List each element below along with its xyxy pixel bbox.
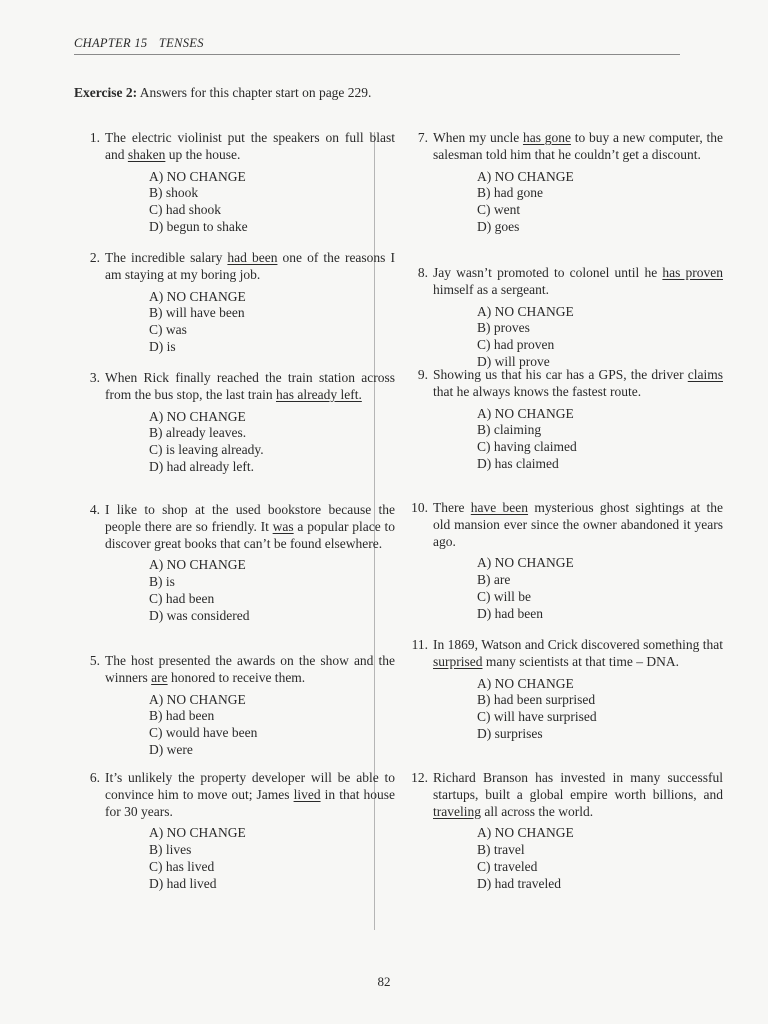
answer-option: C) is leaving already. [149, 442, 264, 458]
answer-option: A) NO CHANGE [477, 555, 574, 571]
stem-text: Showing us that his car has a GPS, the driver [433, 367, 688, 382]
answer-options [105, 289, 395, 356]
answer-options [105, 409, 395, 476]
question-8 [398, 265, 723, 371]
question-stem [433, 500, 723, 550]
underlined-phrase: surprised [433, 653, 483, 669]
stem-text: When Rick finally reached the train station across from the bus stop, the last train [105, 370, 395, 402]
stem-text: I like to shop at the used bookstore because the people there are so friendly. It [105, 502, 395, 534]
stem-text: When my uncle [433, 130, 523, 145]
answer-options [433, 169, 723, 236]
underlined-phrase: traveling [433, 803, 481, 819]
answer-option: D) were [149, 741, 193, 757]
question-number: 1. [89, 130, 100, 145]
stem-text: many scientists at that time – DNA. [482, 653, 679, 669]
answer-option: C) traveled [477, 858, 538, 874]
stem-text: all across the world. [480, 803, 594, 819]
question-6 [70, 770, 395, 893]
answer-option: C) had been [149, 590, 215, 606]
question-number: 6. [89, 770, 100, 785]
underlined-phrase: lived [293, 786, 321, 802]
underlined-phrase: have been [470, 500, 529, 515]
question-number: 12. [411, 770, 428, 785]
stem-text: It’s unlikely the property developer will be able to convince him to move out; James [105, 770, 395, 802]
answer-option: B) already leaves. [149, 425, 247, 441]
answer-option: B) had gone [477, 185, 543, 201]
answer-option: A) NO CHANGE [477, 675, 574, 691]
answer-option: D) surprises [477, 725, 543, 741]
question-2 [70, 250, 395, 356]
question-stem [433, 637, 723, 671]
answer-option: B) lives [149, 842, 192, 858]
answer-option: C) will be [477, 588, 531, 604]
answer-option: C) went [477, 202, 521, 218]
question-stem [433, 367, 723, 401]
answer-options [433, 406, 723, 473]
answer-option: C) having claimed [477, 439, 577, 455]
stem-text: himself as a sergeant. [433, 281, 549, 297]
answer-options [433, 825, 723, 892]
stem-text: There [433, 500, 471, 515]
question-stem [105, 370, 395, 404]
question-stem [433, 770, 723, 820]
question-stem [105, 770, 395, 820]
question-number: 2. [89, 250, 100, 265]
underlined-phrase: was [272, 518, 294, 534]
answer-option: A) NO CHANGE [477, 405, 574, 421]
question-number: 10. [411, 500, 428, 515]
question-11 [398, 637, 723, 743]
exercise-text: Answers for this chapter start on page 229. [137, 85, 372, 100]
question-4 [70, 502, 395, 625]
answer-option: D) had lived [149, 875, 217, 891]
answer-option: C) had proven [477, 337, 555, 353]
answer-option: C) has lived [149, 858, 215, 874]
answer-option: B) shook [149, 185, 199, 201]
question-number: 8. [417, 265, 428, 280]
answer-option: B) claiming [477, 422, 542, 438]
underlined-phrase: has already left. [275, 386, 362, 402]
answer-option: A) NO CHANGE [149, 168, 246, 184]
underlined-phrase: had been [227, 250, 278, 265]
answer-options [433, 304, 723, 371]
answer-option: D) begun to shake [149, 218, 248, 234]
question-10 [398, 500, 723, 623]
stem-text: In 1869, Watson and Crick discovered something that [433, 637, 723, 652]
answer-option: D) had already left. [149, 458, 254, 474]
stem-text: in that house for 30 years. [105, 786, 395, 819]
stem-text: that he always knows the fastest route. [433, 383, 642, 399]
answer-option: B) will have been [149, 305, 245, 321]
answer-options [105, 169, 395, 236]
chapter-label: CHAPTER 15 [74, 36, 148, 50]
stem-text: one of the reasons I am staying at my boring job. [105, 250, 395, 282]
answer-options [105, 557, 395, 624]
page-number: 82 [377, 974, 391, 989]
stem-text: Richard Branson has invested in many successful startups, built a global empire worth billions, and [433, 770, 723, 802]
stem-text: up the house. [165, 146, 241, 162]
question-3 [70, 370, 395, 476]
answer-option: A) NO CHANGE [477, 825, 574, 841]
question-9 [398, 367, 723, 473]
exercise-label: Exercise 2: [74, 85, 138, 100]
answer-option: B) are [477, 572, 511, 588]
question-number: 9. [417, 367, 428, 382]
question-number: 4. [89, 502, 100, 517]
question-number: 5. [89, 653, 100, 668]
question-5 [70, 653, 395, 759]
chapter-header [74, 36, 680, 55]
answer-option: C) will have surprised [477, 709, 597, 725]
answer-options [105, 692, 395, 759]
stem-text: The electric violinist put the speakers on full blast and [105, 130, 395, 162]
underlined-phrase: shaken [127, 146, 166, 162]
answer-option: C) had shook [149, 202, 221, 218]
stem-text: mysterious ghost sightings at the old mansion ever since the owner abandoned it years ago. [433, 500, 724, 549]
question-stem [433, 265, 723, 299]
answer-option: A) NO CHANGE [149, 825, 246, 841]
underlined-phrase: has gone [522, 130, 571, 145]
underlined-phrase: claims [687, 367, 723, 382]
stem-text: The incredible salary [105, 250, 228, 265]
stem-text: The host presented the awards on the show and the winners [105, 653, 395, 685]
answer-option: D) had been [477, 605, 543, 621]
chapter-topic: TENSES [158, 36, 204, 50]
question-12 [398, 770, 723, 893]
answer-option: C) would have been [149, 725, 258, 741]
stem-text: a popular place to discover great books that can’t be found elsewhere. [105, 518, 395, 551]
answer-option: B) proves [477, 320, 530, 336]
answer-option: A) NO CHANGE [477, 168, 574, 184]
answer-option: B) is [149, 574, 175, 590]
question-7 [398, 130, 723, 236]
answer-option: D) was considered [149, 607, 250, 623]
question-stem [433, 130, 723, 164]
question-number: 7. [417, 130, 428, 145]
answer-option: A) NO CHANGE [149, 557, 246, 573]
question-number: 11. [411, 637, 428, 652]
answer-options [433, 555, 723, 622]
exercise-heading [74, 85, 371, 101]
answer-option: B) had been [149, 708, 215, 724]
question-stem [105, 130, 395, 164]
answer-option: A) NO CHANGE [149, 288, 246, 304]
answer-option: A) NO CHANGE [477, 303, 574, 319]
answer-option: C) was [149, 322, 187, 338]
answer-options [433, 676, 723, 743]
underlined-phrase: has proven [662, 265, 724, 280]
answer-option: D) has claimed [477, 455, 559, 471]
question-number: 3. [89, 370, 100, 385]
answer-option: D) is [149, 338, 176, 354]
underlined-phrase: are [151, 669, 168, 685]
answer-option: A) NO CHANGE [149, 408, 246, 424]
stem-text: Jay wasn’t promoted to colonel until he [433, 265, 663, 280]
answer-options [105, 825, 395, 892]
answer-option: A) NO CHANGE [149, 691, 246, 707]
question-1 [70, 130, 395, 236]
stem-text: to buy a new computer, the salesman told him that he couldn’t get a discount. [433, 130, 723, 162]
stem-text: honored to receive them. [167, 669, 306, 685]
question-stem [105, 502, 395, 552]
answer-option: D) will prove [477, 353, 550, 369]
question-stem [105, 250, 395, 284]
answer-option: B) had been surprised [477, 692, 596, 708]
answer-option: B) travel [477, 842, 525, 858]
answer-option: D) goes [477, 218, 520, 234]
question-stem [105, 653, 395, 687]
answer-option: D) had traveled [477, 875, 561, 891]
